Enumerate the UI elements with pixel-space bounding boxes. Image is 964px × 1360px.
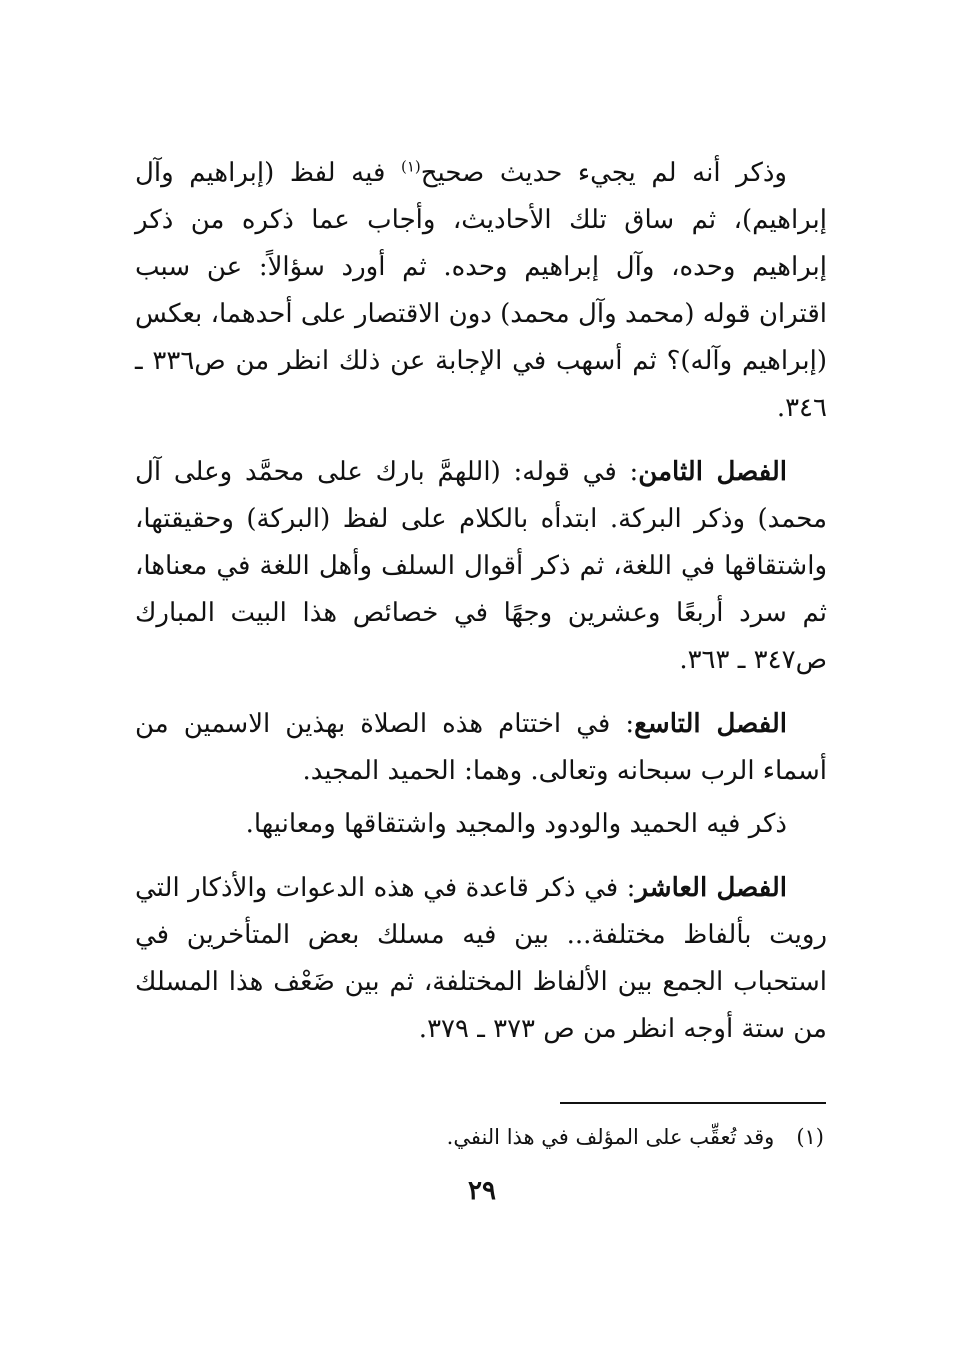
chapter-9-detail-text: ذكر فيه الحميد والودود والمجيد واشتقاقها ومعانيها. [245,809,787,839]
paragraph-1-text-b: فيه لفظ (إبراهيم وآل إبراهيم)، ثم ساق تلك الأحاديث، وأجاب عما ذكره من ذكر إبراهيم وحده، وآل إبراهيم وحده. ثم أورد سؤالاً: عن سبب اقتران قوله (محمد وآل محمد) دون الاقتصار على أحدهما، بعكس (إبراهيم وآله)؟ ثم أسهب في الإجابة عن ذلك انظر من ص٣٣٦ ـ ٣٤٦. [135,158,827,423]
footnote-number: (١) [796,1125,824,1149]
footnote-text: وقد تُعقِّب على المؤلف في هذا النفي. [446,1125,775,1149]
footnote-reference[interactable]: (١) [400,157,421,176]
chapter-10-text: : في ذكر قاعدة في هذه الدعوات والأذكار التي رويت بألفاظ مختلفة... بين فيه مسلك بعض المتأخرين في استحباب الجمع بين الألفاظ المختلفة، ثم بين ضَعْف هذا المسلك من ستة أوجه انظر من ص ٣٧٣ ـ ٣٧٩. [135,873,827,1044]
chapter-8-heading: الفصل الثامن [638,457,787,487]
paragraph-1-text-a: وذكر أنه لم يجيء حديث صحيح [420,158,787,188]
paragraph-1 [135,150,827,432]
footnote-separator [560,1102,826,1104]
page-number: ٢٩ [468,1176,496,1206]
main-text [135,150,827,1070]
chapter-9-heading: الفصل التاسع [634,709,787,739]
chapter-8-text: : في قوله: (اللهمَّ بارك على محمَّد وعلى آل محمد) وذكر البركة. ابتدأه بالكلام على لفظ (البركة) وحقيقتها، واشتقاقها في اللغة، ثم ذكر أقوال السلف وأهل اللغة في معناها، ثم سرد أربعًا وعشرين وجهًا في خصائص هذا البيت المبارك ص٣٤٧ ـ ٣٦٣. [135,457,827,675]
footnote [164,1120,824,1154]
chapter-9-text: : في اختتام هذه الصلاة بهذين الاسمين من أسماء الرب سبحانه وتعالى. وهما: الحميد المجيد. [135,709,827,786]
paragraph-chapter-10 [135,865,827,1053]
chapter-10-heading: الفصل العاشر [635,873,788,903]
paragraph-chapter-9-detail [135,801,827,848]
paragraph-chapter-8 [135,449,827,684]
paragraph-chapter-9 [135,701,827,795]
